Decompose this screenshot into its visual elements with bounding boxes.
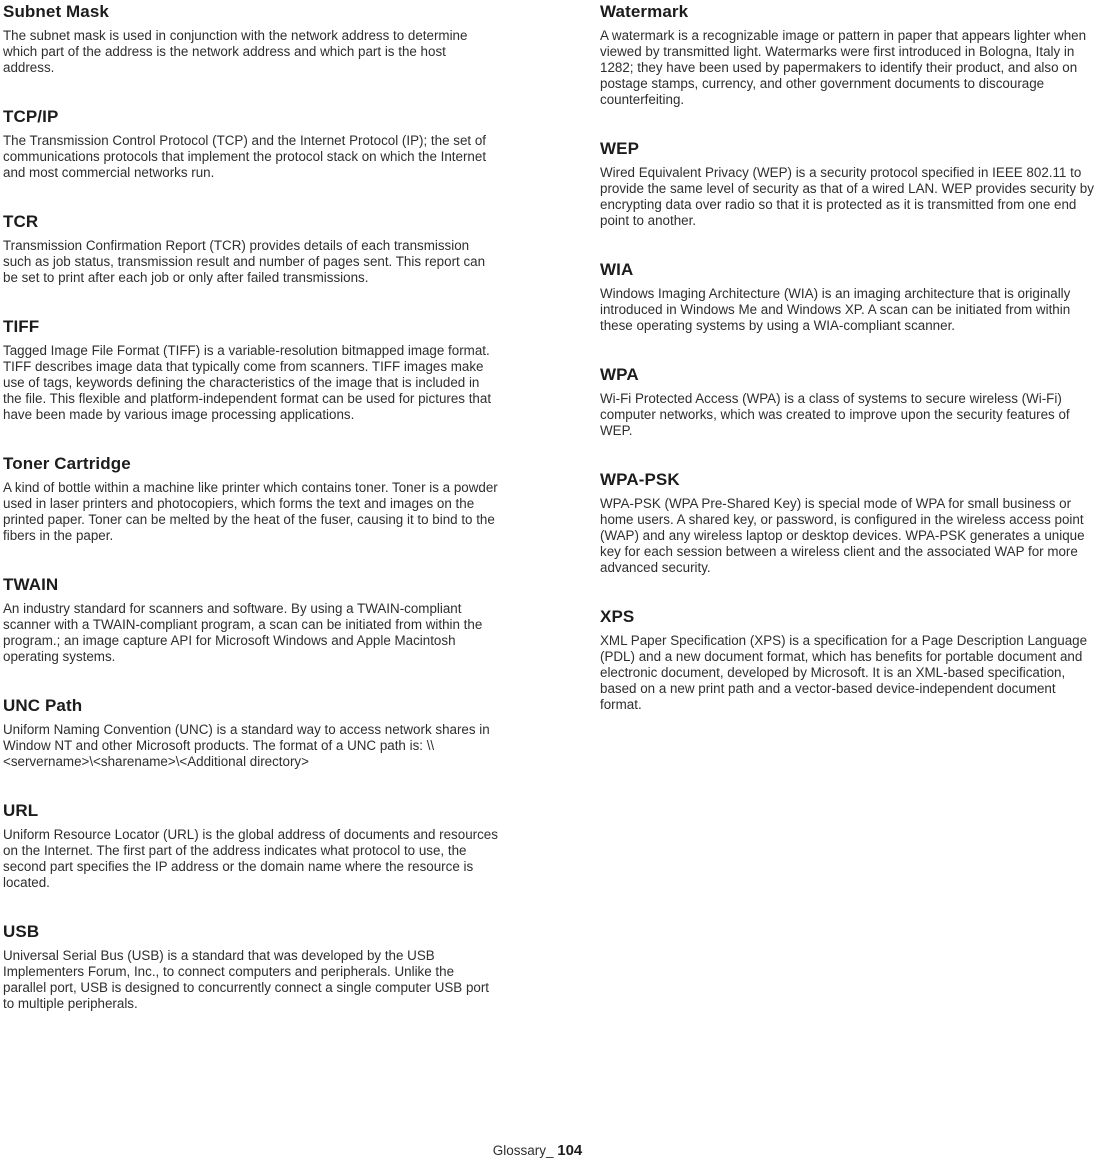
glossary-definition: A watermark is a recognizable image or pattern in paper that appears lighter when viewed by transmitted light. Watermarks were first introduced in Bologna, Italy in 1282; they have been used by papermakers to identify their product, and also on postage stamps, currency, and other government documents to discourage counterfeiting. bbox=[600, 28, 1087, 107]
glossary-term: TIFF bbox=[3, 317, 40, 336]
glossary-term: Subnet Mask bbox=[3, 2, 109, 21]
glossary-entry-url bbox=[3, 801, 500, 891]
glossary-definition: Tagged Image File Format (TIFF) is a variable-resolution bitmapped image format. TIFF describes image data that typically come from scanners. TIFF images make use of tags, keywords defining the characteristics of the image that is included in the file. This flexible and platform-independent format can be used for pictures that have been made by various image processing applications. bbox=[3, 343, 492, 422]
glossary-term: XPS bbox=[600, 607, 635, 626]
glossary-entry-xps bbox=[600, 607, 1097, 713]
glossary-definition: Transmission Confirmation Report (TCR) provides details of each transmission such as job status, transmission result and number of pages sent. This report can be set to print after each job or only after failed transmissions. bbox=[3, 238, 486, 285]
glossary-definition: Wi-Fi Protected Access (WPA) is a class of systems to secure wireless (Wi-Fi) computer networks, which was created to improve upon the security features of WEP. bbox=[600, 391, 1070, 438]
glossary-term: TCP/IP bbox=[3, 107, 59, 126]
glossary-definition: The Transmission Control Protocol (TCP) and the Internet Protocol (IP); the set of communications protocols that implement the protocol stack on which the Internet and most commercial networks run. bbox=[3, 133, 487, 180]
glossary-definition: Wired Equivalent Privacy (WEP) is a security protocol specified in IEEE 802.11 to provide the same level of security as that of a wired LAN. WEP provides security by encrypting data over radio so that it is protected as it is transmitted from one end point to another. bbox=[600, 165, 1094, 228]
glossary-entry-tcr bbox=[3, 212, 500, 286]
glossary-column-left bbox=[3, 2, 500, 1043]
glossary-entry-subnet-mask bbox=[3, 2, 500, 76]
glossary-entry-usb bbox=[3, 922, 500, 1012]
glossary-entry-wpa-psk bbox=[600, 470, 1097, 576]
glossary-term: Watermark bbox=[600, 2, 689, 21]
glossary-definition: Windows Imaging Architecture (WIA) is an imaging architecture that is originally introduced in Windows Me and Windows XP. A scan can be initiated from within these operating systems by using a WIA-compliant scanner. bbox=[600, 286, 1071, 333]
glossary-term: USB bbox=[3, 922, 40, 941]
glossary-entry-wpa bbox=[600, 365, 1097, 439]
glossary-definition: Universal Serial Bus (USB) is a standard that was developed by the USB Implementers Forum, Inc., to connect computers and peripherals. Unlike the parallel port, USB is designed to concurrently connect a single computer USB port to multiple peripherals. bbox=[3, 948, 490, 1011]
glossary-term: UNC Path bbox=[3, 696, 83, 715]
footer-page-number: 104 bbox=[557, 1142, 583, 1159]
glossary-definition: WPA-PSK (WPA Pre-Shared Key) is special mode of WPA for small business or home users. A shared key, or password, is configured in the wireless access point (WAP) and any wireless laptop or desktop devices. WPA-PSK generates a unique key for each session between a wireless client and the associated WAP for more advanced security. bbox=[600, 496, 1085, 575]
glossary-entry-unc-path bbox=[3, 696, 500, 770]
glossary-entry-tcpip bbox=[3, 107, 500, 181]
glossary-term: TWAIN bbox=[3, 575, 59, 594]
glossary-term: URL bbox=[3, 801, 39, 820]
glossary-definition: XML Paper Specification (XPS) is a specification for a Page Description Language (PDL) and a new document format, which has benefits for portable document and electronic document, developed by Microsoft. It is an XML-based specification, based on a new print path and a vector-based device-independent document format. bbox=[600, 633, 1088, 712]
glossary-term: Toner Cartridge bbox=[3, 454, 131, 473]
glossary-entry-tiff bbox=[3, 317, 500, 423]
page-footer bbox=[0, 1142, 1075, 1159]
footer-section-label: Glossary_ bbox=[492, 1143, 554, 1158]
glossary-term: WPA-PSK bbox=[600, 470, 680, 489]
glossary-definition: The subnet mask is used in conjunction with the network address to determine which part of the address is the network address and which part is the host address. bbox=[3, 28, 468, 75]
glossary-definition: An industry standard for scanners and software. By using a TWAIN-compliant scanner with a TWAIN-compliant program, a scan can be initiated from within the program.; an image capture API for Microsoft Windows and Apple Macintosh operating systems. bbox=[3, 601, 483, 664]
glossary-definition: Uniform Naming Convention (UNC) is a standard way to access network shares in Window NT and other Microsoft products. The format of a UNC path is: \\<servername>\<sharename>\<Additional directory> bbox=[3, 722, 490, 769]
glossary-entry-wep bbox=[600, 139, 1097, 229]
glossary-entry-watermark bbox=[600, 2, 1097, 108]
glossary-entry-toner-cartridge bbox=[3, 454, 500, 544]
glossary-definition: Uniform Resource Locator (URL) is the global address of documents and resources on the Internet. The first part of the address indicates what protocol to use, the second part specifies the IP address or the domain name where the resource is located. bbox=[3, 827, 498, 890]
glossary-entry-twain bbox=[3, 575, 500, 665]
glossary-term: WPA bbox=[600, 365, 639, 384]
glossary-entry-wia bbox=[600, 260, 1097, 334]
glossary-term: WEP bbox=[600, 139, 640, 158]
glossary-term: WIA bbox=[600, 260, 634, 279]
glossary-column-right bbox=[600, 2, 1097, 744]
glossary-term: TCR bbox=[3, 212, 39, 231]
glossary-definition: A kind of bottle within a machine like printer which contains toner. Toner is a powder used in laser printers and photocopiers, which forms the text and images on the printed paper. Toner can be melted by the heat of the fuser, causing it to bind to the fibers in the paper. bbox=[3, 480, 498, 543]
